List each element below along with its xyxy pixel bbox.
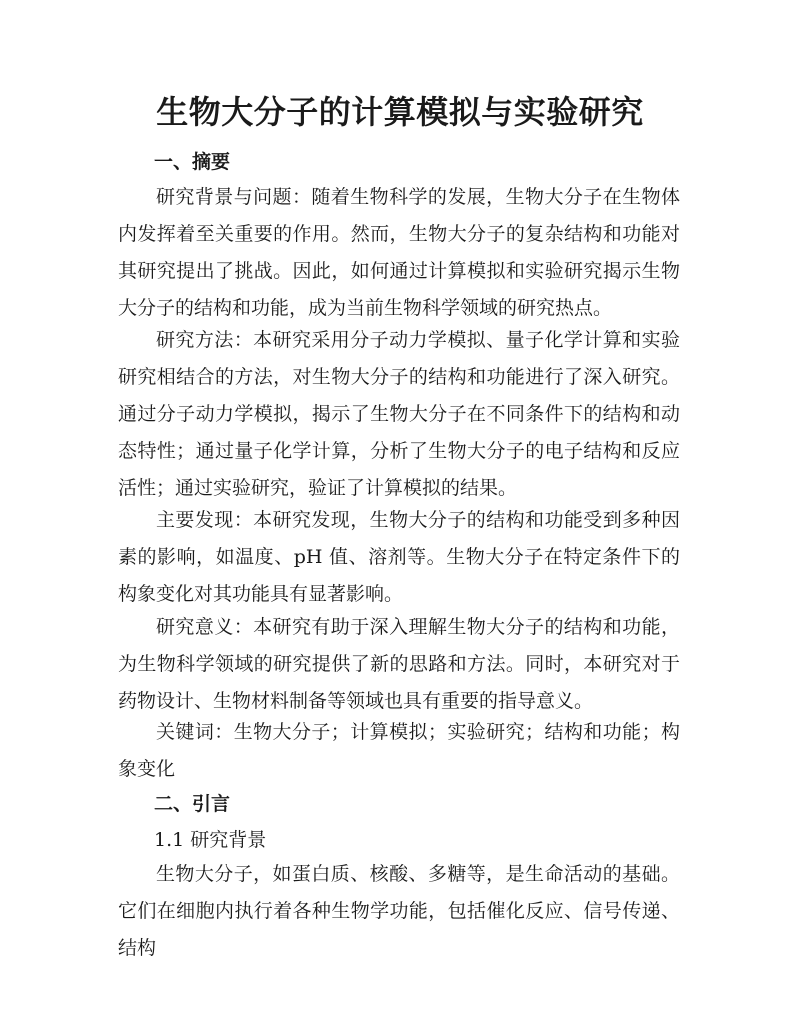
paragraph-findings: 主要发现：本研究发现，生物大分子的结构和功能受到多种因素的影响，如温度、pH 值、溶剂等。生物大分子在特定条件下的构象变化对其功能具有显著影响。 [118,509,680,605]
paragraph-introduction: 生物大分子，如蛋白质、核酸、多糖等，是生命活动的基础。它们在细胞内执行着各种生物学功能，包括催化反应、信号传递、结构 [118,863,680,959]
document-title: 生物大分子的计算模拟与实验研究 [156,93,644,131]
paragraph-methods: 研究方法：本研究采用分子动力学模拟、量子化学计算和实验研究相结合的方法，对生物大分子的结构和功能进行了深入研究。通过分子动力学模拟，揭示了生物大分子在不同条件下的结构和动态特性；通过量子化学计算，分析了生物大分子的电子结构和反应活性；通过实验研究，验证了计算模拟的结果。 [118,329,680,499]
section-heading-abstract: 一、摘要 [154,151,231,173]
section-heading-introduction: 二、引言 [154,793,231,815]
paragraph-significance: 研究意义：本研究有助于深入理解生物大分子的结构和功能，为生物科学领域的研究提供了新的思路和方法。同时，本研究对于药物设计、生物材料制备等领域也具有重要的指导意义。 [118,616,680,712]
paragraph-background: 研究背景与问题：随着生物科学的发展，生物大分子在生物体内发挥着至关重要的作用。然而，生物大分子的复杂结构和功能对其研究提出了挑战。因此，如何通过计算模拟和实验研究揭示生物大分子的结构和功能，成为当前生物科学领域的研究热点。 [118,186,680,319]
subsection-heading-background: 1.1 研究背景 [154,829,267,851]
paragraph-keywords: 关键词：生物大分子；计算模拟；实验研究；结构和功能；构象变化 [118,721,680,780]
